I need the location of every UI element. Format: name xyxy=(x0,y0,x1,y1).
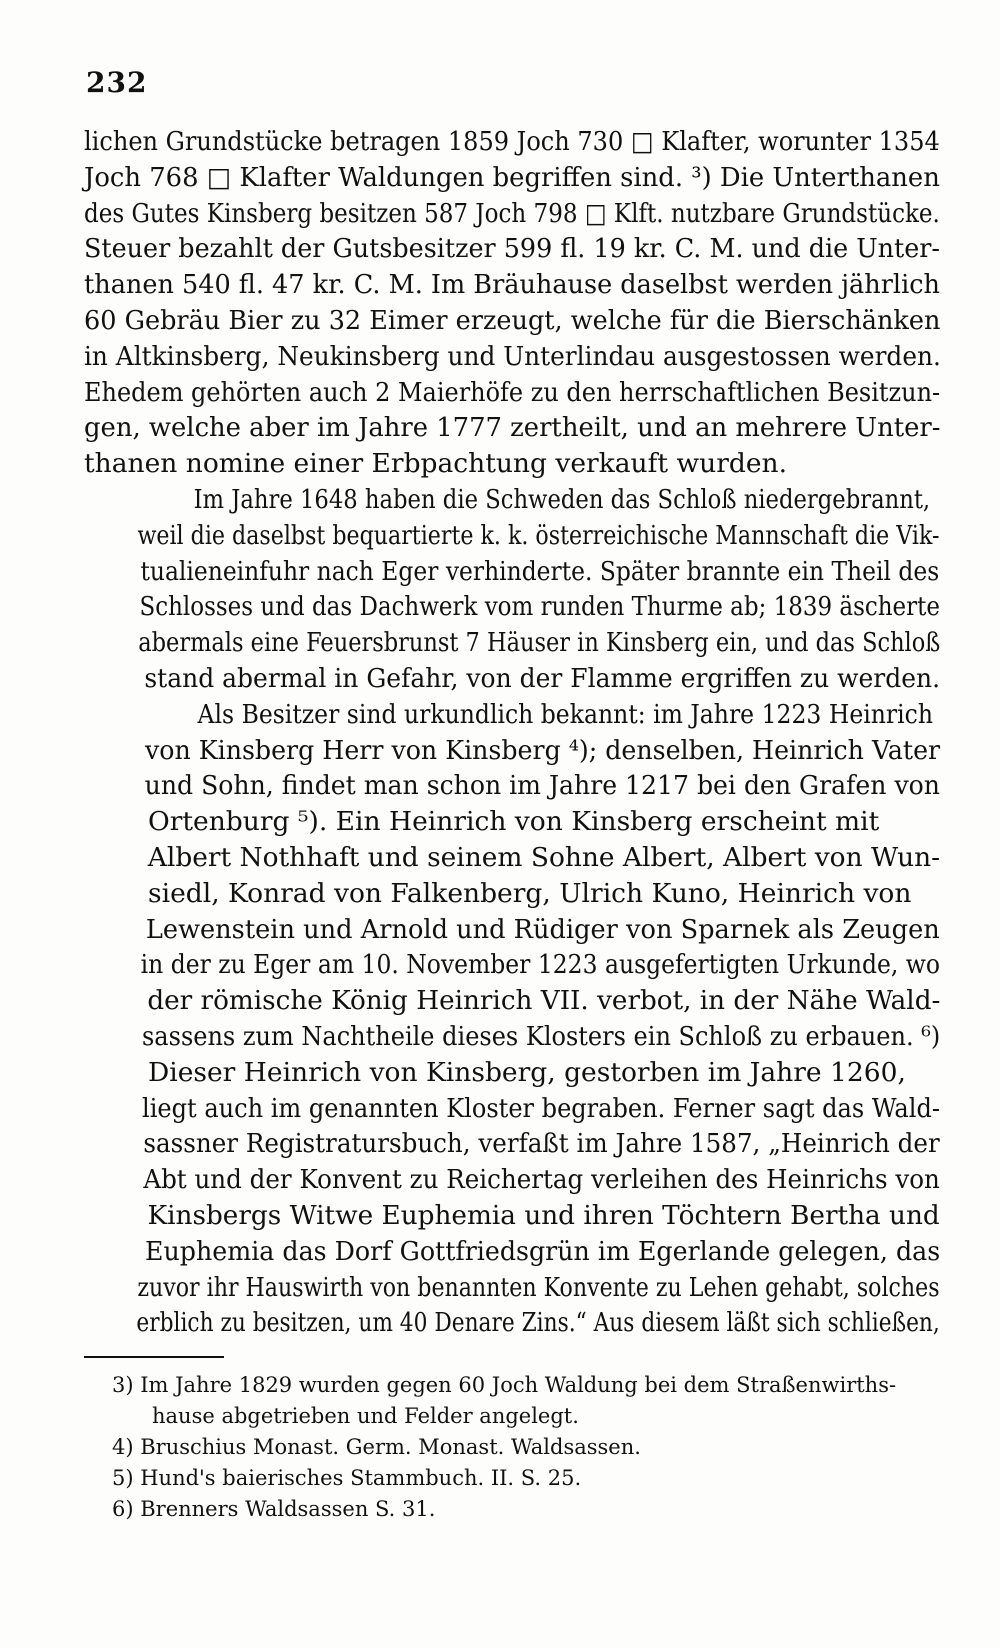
footnote-6: 6) Brenners Waldsassen S. 31. xyxy=(112,1497,436,1521)
text-line: Abt und der Konvent zu Reichertag verleihen des Heinrichs von xyxy=(143,1164,940,1196)
text-line: erblich zu besitzen, um 40 Denare Zins.“ Aus diesem läßt sich schließen, xyxy=(136,1307,940,1339)
text-line: Schlosses und das Dachwerk vom runden Thurme ab; 1839 äscherte xyxy=(139,591,940,623)
paragraph-2 xyxy=(84,482,940,697)
page-number: 232 xyxy=(86,66,148,99)
paragraph-3 xyxy=(84,697,940,1341)
text-line: 60 Gebräu Bier zu 32 Eimer erzeugt, welche für die Bierschänken xyxy=(84,304,941,336)
text-line: zuvor ihr Hauswirth von benannten Konvente zu Lehen gehabt, solches xyxy=(137,1271,940,1303)
text-line: thanen nomine einer Erbpachtung verkauft wurden. xyxy=(84,448,788,480)
text-line: weil die daselbst bequartierte k. k. österreichische Mannschaft die Vik- xyxy=(137,519,940,551)
text-line: des Gutes Kinsberg besitzen 587 Joch 798 □ Klft. nutzbare Grundstücke. xyxy=(84,197,940,229)
footnote-4: 4) Bruschius Monast. Germ. Monast. Waldsassen. xyxy=(112,1435,641,1459)
text-line: Steuer bezahlt der Gutsbesitzer 599 fl. 19 kr. C. M. und die Unter- xyxy=(84,233,940,265)
footnote-3: 3) Im Jahre 1829 wurden gegen 60 Joch Waldung bei dem Straßenwirths- xyxy=(112,1373,897,1397)
text-line: in Altkinsberg, Neukinsberg und Unterlindau ausgestossen werden. xyxy=(84,340,941,372)
text-line: siedl, Konrad von Falkenberg, Ulrich Kuno, Heinrich von xyxy=(148,877,912,909)
text-line: Dieser Heinrich von Kinsberg, gestorben im Jahre 1260, xyxy=(148,1056,906,1088)
footnote-3-continuation: hause abgetrieben und Felder angelegt. xyxy=(152,1404,579,1428)
text-line: Lewenstein und Arnold und Rüdiger von Sparnek als Zeugen xyxy=(145,913,940,945)
text-line: sassens zum Nachtheile dieses Klosters ein Schloß zu erbauen. ⁶) xyxy=(141,1020,941,1052)
paragraph-1 xyxy=(84,124,940,482)
text-line: und Sohn, findet man schon im Jahre 1217 bei den Grafen von xyxy=(144,770,940,802)
text-line: Albert Nothhaft und seinem Sohne Albert, Albert von Wun- xyxy=(147,841,941,873)
text-line: Ehedem gehörten auch 2 Maierhöfe zu den herrschaftlichen Besitzun- xyxy=(84,376,941,408)
text-line: der römische König Heinrich VII. verbot, in der Nähe Wald- xyxy=(147,985,941,1017)
text-line: liegt auch im genannten Kloster begraben. Ferner sagt das Wald- xyxy=(142,1092,940,1124)
body-text xyxy=(84,124,940,1341)
text-line: Euphemia das Dorf Gottfriedsgrün im Egerlande gelegen, das xyxy=(145,1235,941,1267)
text-line: thanen 540 fl. 47 kr. C. M. Im Bräuhause daselbst werden jährlich xyxy=(84,269,940,301)
footnotes xyxy=(112,1370,942,1525)
text-line: stand abermal in Gefahr, von der Flamme ergriffen zu werden. xyxy=(144,662,941,694)
text-line: sassner Registratursbuch, verfaßt im Jahre 1587, „Heinrich der xyxy=(143,1128,940,1160)
footnote-divider xyxy=(84,1356,224,1358)
text-line: gen, welche aber im Jahre 1777 zertheilt, und an mehrere Unter- xyxy=(84,412,941,444)
text-line: in der zu Eger am 10. November 1223 ausgefertigten Urkunde, wo xyxy=(140,949,940,981)
text-line: Kinsbergs Witwe Euphemia und ihren Töchtern Bertha und xyxy=(147,1199,940,1231)
text-line: tualieneinfuhr nach Eger verhinderte. Später brannte ein Theil des xyxy=(140,555,940,587)
text-line: Als Besitzer sind urkundlich bekannt: im Jahre 1223 Heinrich xyxy=(197,698,933,730)
text-line: Ortenburg ⁵). Ein Heinrich von Kinsberg erscheint mit xyxy=(148,806,880,838)
text-line: Joch 768 □ Klafter Waldungen begriffen sind. ³) Die Unterthanen xyxy=(84,161,940,193)
footnote-5: 5) Hund's baierisches Stammbuch. II. S. 25. xyxy=(112,1466,582,1490)
text-line: Im Jahre 1648 haben die Schweden das Schloß niedergebrannt, xyxy=(193,483,931,515)
text-line: von Kinsberg Herr von Kinsberg ⁴); denselben, Heinrich Vater xyxy=(144,734,941,766)
text-line: lichen Grundstücke betragen 1859 Joch 730 □ Klafter, worunter 1354 xyxy=(84,126,940,157)
text-line: abermals eine Feuersbrunst 7 Häuser in Kinsberg ein, und das Schloß xyxy=(138,627,941,659)
